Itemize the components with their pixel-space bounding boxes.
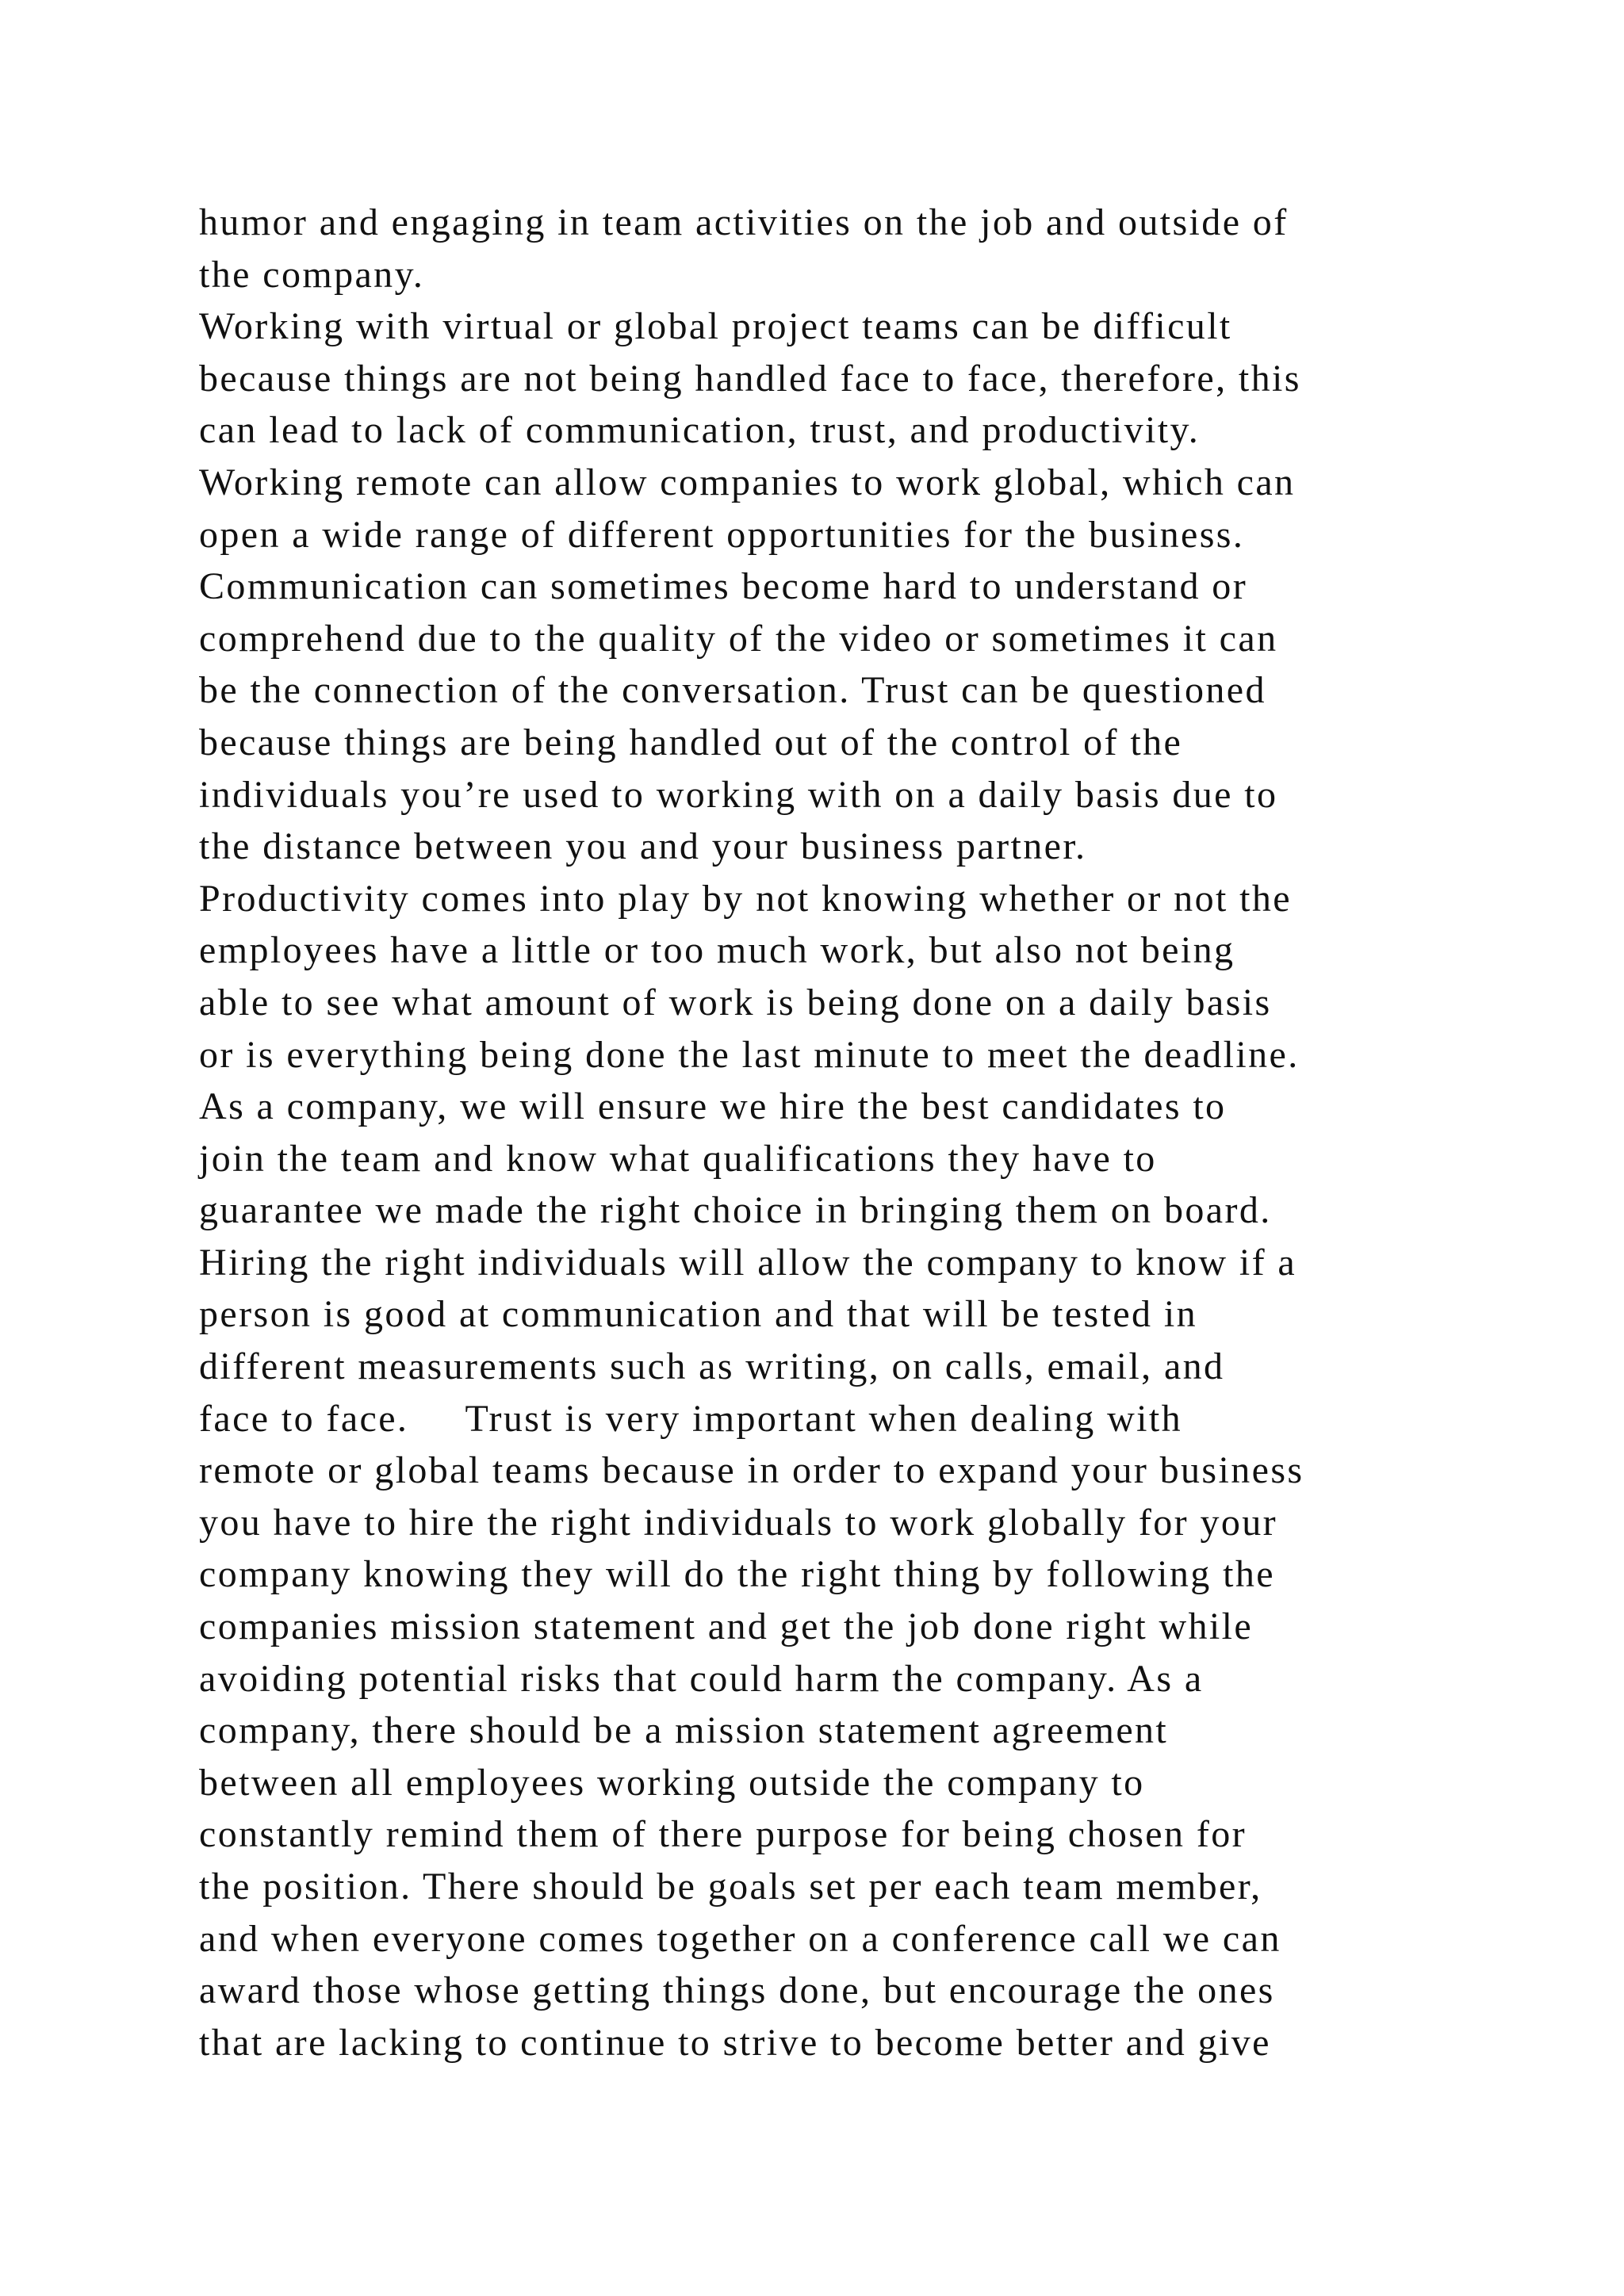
text-line: different measurements such as writing, on calls, email, and <box>199 1345 1225 1388</box>
text-line: Hiring the right individuals will allow the company to know if a <box>199 1241 1297 1284</box>
text-line: guarantee we made the right choice in bringing them on board. <box>199 1189 1272 1232</box>
text-line: because things are not being handled face to face, therefore, this <box>199 357 1301 400</box>
text-line: humor and engaging in team activities on the job and outside of <box>199 201 1289 243</box>
text-line: or is everything being done the last minute to meet the deadline. <box>199 1033 1300 1076</box>
text-line: award those whose getting things done, but encourage the ones <box>199 1969 1275 2012</box>
text-line: able to see what amount of work is being done on a daily basis <box>199 981 1272 1024</box>
text-line: the distance between you and your business partner. <box>199 825 1087 868</box>
text-line: avoiding potential risks that could harm the company. As a <box>199 1657 1204 1700</box>
text-line: because things are being handled out of the control of the <box>199 721 1183 763</box>
text-line: the position. There should be goals set per each team member, <box>199 1866 1262 1908</box>
text-line: companies mission statement and get the job done right while <box>199 1605 1254 1648</box>
text-line: open a wide range of different opportunities for the business. <box>199 513 1245 556</box>
text-line: Working remote can allow companies to work global, which can <box>199 461 1296 503</box>
text-line: As a company, we will ensure we hire the best candidates to <box>199 1085 1227 1128</box>
text-line: employees have a little or too much work, but also not being <box>199 929 1235 972</box>
text-line: you have to hire the right individuals to work globally for your <box>199 1501 1278 1544</box>
text-line: be the connection of the conversation. Trust can be questioned <box>199 669 1266 712</box>
text-line: join the team and know what qualifications they have to <box>199 1137 1157 1180</box>
text-line: and when everyone comes together on a conference call we can <box>199 1917 1281 1960</box>
text-line: company, there should be a mission statement agreement <box>199 1709 1169 1752</box>
text-line: the company. <box>199 253 425 296</box>
text-line: between all employees working outside the company to <box>199 1761 1145 1804</box>
text-line: constantly remind them of there purpose for being chosen for <box>199 1813 1247 1856</box>
text-line: comprehend due to the quality of the video or sometimes it can <box>199 617 1278 660</box>
text-line: Communication can sometimes become hard to understand or <box>199 565 1248 608</box>
text-line: Productivity comes into play by not knowing whether or not the <box>199 877 1292 920</box>
text-line: company knowing they will do the right thing by following the <box>199 1553 1275 1596</box>
text-line: that are lacking to continue to strive to become better and give <box>199 2021 1271 2064</box>
body-text <box>199 197 1484 2068</box>
text-line: Working with virtual or global project teams can be difficult <box>199 305 1232 348</box>
text-line: person is good at communication and that will be tested in <box>199 1293 1197 1336</box>
text-line: individuals you’re used to working with on a daily basis due to <box>199 773 1278 816</box>
text-line: can lead to lack of communication, trust, and productivity. <box>199 409 1201 452</box>
text-line: remote or global teams because in order to expand your business <box>199 1449 1304 1492</box>
text-line: face to face. Trust is very important when dealing with <box>199 1397 1183 1440</box>
